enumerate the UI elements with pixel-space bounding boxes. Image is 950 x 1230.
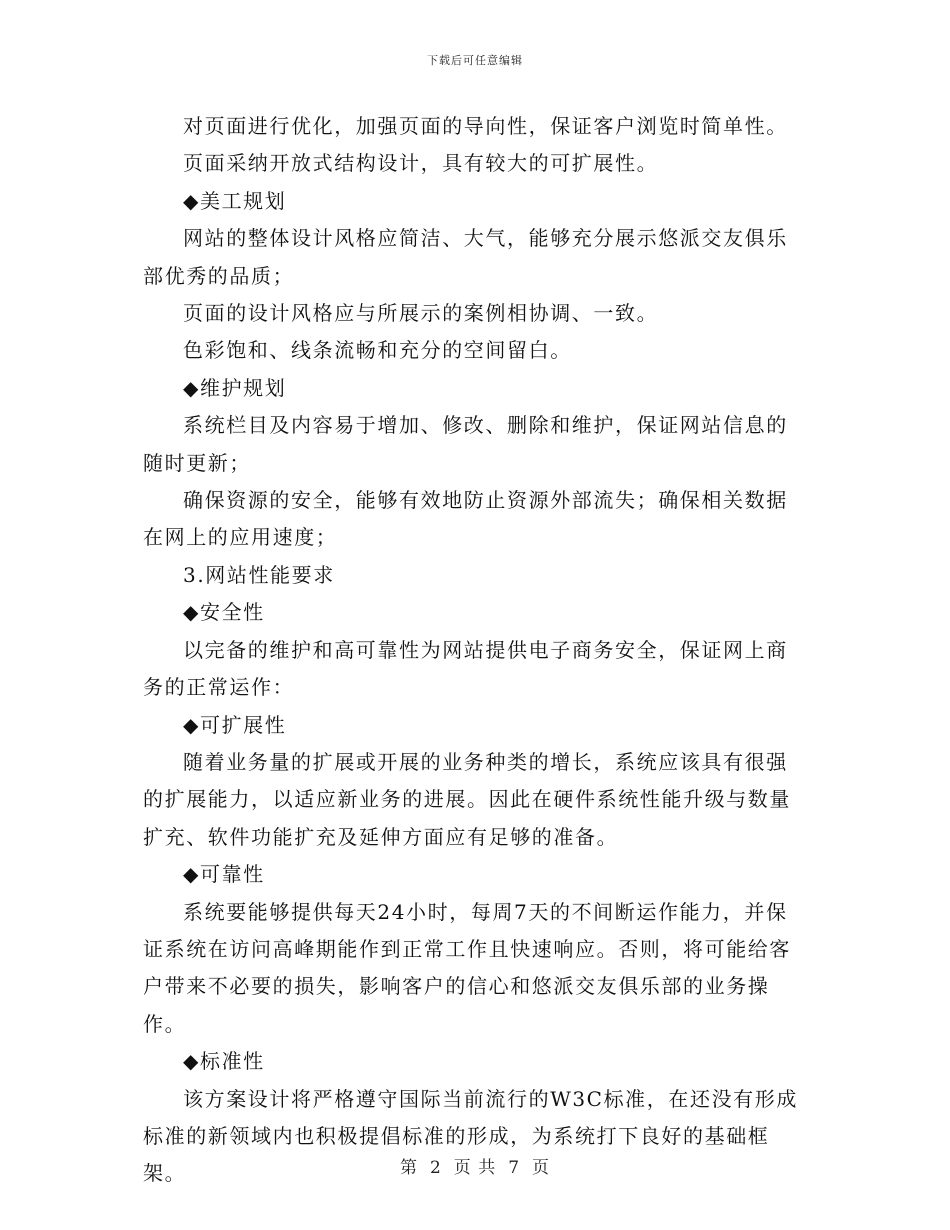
paragraph: 页面采纳开放式结构设计，具有较大的可扩展性。: [183, 151, 659, 176]
paragraph: 色彩饱和、线条流畅和充分的空间留白。: [183, 338, 572, 363]
current-page-number: 2: [429, 1158, 442, 1178]
total-page-count: 7: [508, 1158, 521, 1178]
section-heading: ◆安全性: [183, 600, 265, 625]
page-footer: [0, 1153, 950, 1178]
section-heading: ◆可扩展性: [183, 712, 287, 737]
paragraph: 对页面进行优化，加强页面的导向性，保证客户浏览时简单性。: [183, 114, 788, 138]
page-header: 下载后可任意编辑: [427, 54, 523, 67]
paragraph: 系统栏目及内容易于增加、修改、删除和维护，保证网站信息的随时更新；: [143, 413, 788, 475]
section-heading: ◆维护规划: [183, 375, 287, 400]
paragraph: 页面的设计风格应与所展示的案例相协调、一致。: [183, 301, 659, 326]
section-heading: ◆可靠性: [183, 862, 265, 887]
section-heading: ◆标准性: [183, 1049, 265, 1074]
paragraph: 确保资源的安全，能够有效地防止资源外部流失；确保相关数据在网上的应用速度；: [143, 488, 788, 550]
paragraph: 该方案设计将严格遵守国际当前流行的W3C标准，在还没有形成标准的新领域内也积极提倡标准的形成，为系统打下良好的基础框架。: [143, 1086, 798, 1186]
section-heading: ◆美工规划: [183, 188, 287, 213]
footer-prefix: 第: [399, 1158, 418, 1178]
paragraph: 系统要能够提供每天24小时，每周7天的不间断运作能力，并保证系统在访问高峰期能作到正常工作且快速响应。否则，将可能给客户带来不必要的损失，影响客户的信心和悠派交友俱乐部的业务操作。: [143, 899, 791, 1036]
footer-suffix: 页: [532, 1158, 551, 1178]
paragraph: 以完备的维护和高可靠性为网站提供电子商务安全，保证网上商务的正常运作：: [143, 637, 788, 700]
footer-middle: 页 共: [453, 1158, 497, 1178]
section-heading: 3.网站性能要求: [183, 562, 335, 587]
paragraph: 网站的整体设计风格应简洁、大气，能够充分展示悠派交友俱乐部优秀的品质；: [143, 226, 788, 288]
document-body: [143, 108, 805, 1193]
paragraph: 随着业务量的扩展或开展的业务种类的增长，系统应该具有很强的扩展能力，以适应新业务的进展。因此在硬件系统性能升级与数量扩充、软件功能扩充及延伸方面应有足够的准备。: [143, 749, 791, 849]
